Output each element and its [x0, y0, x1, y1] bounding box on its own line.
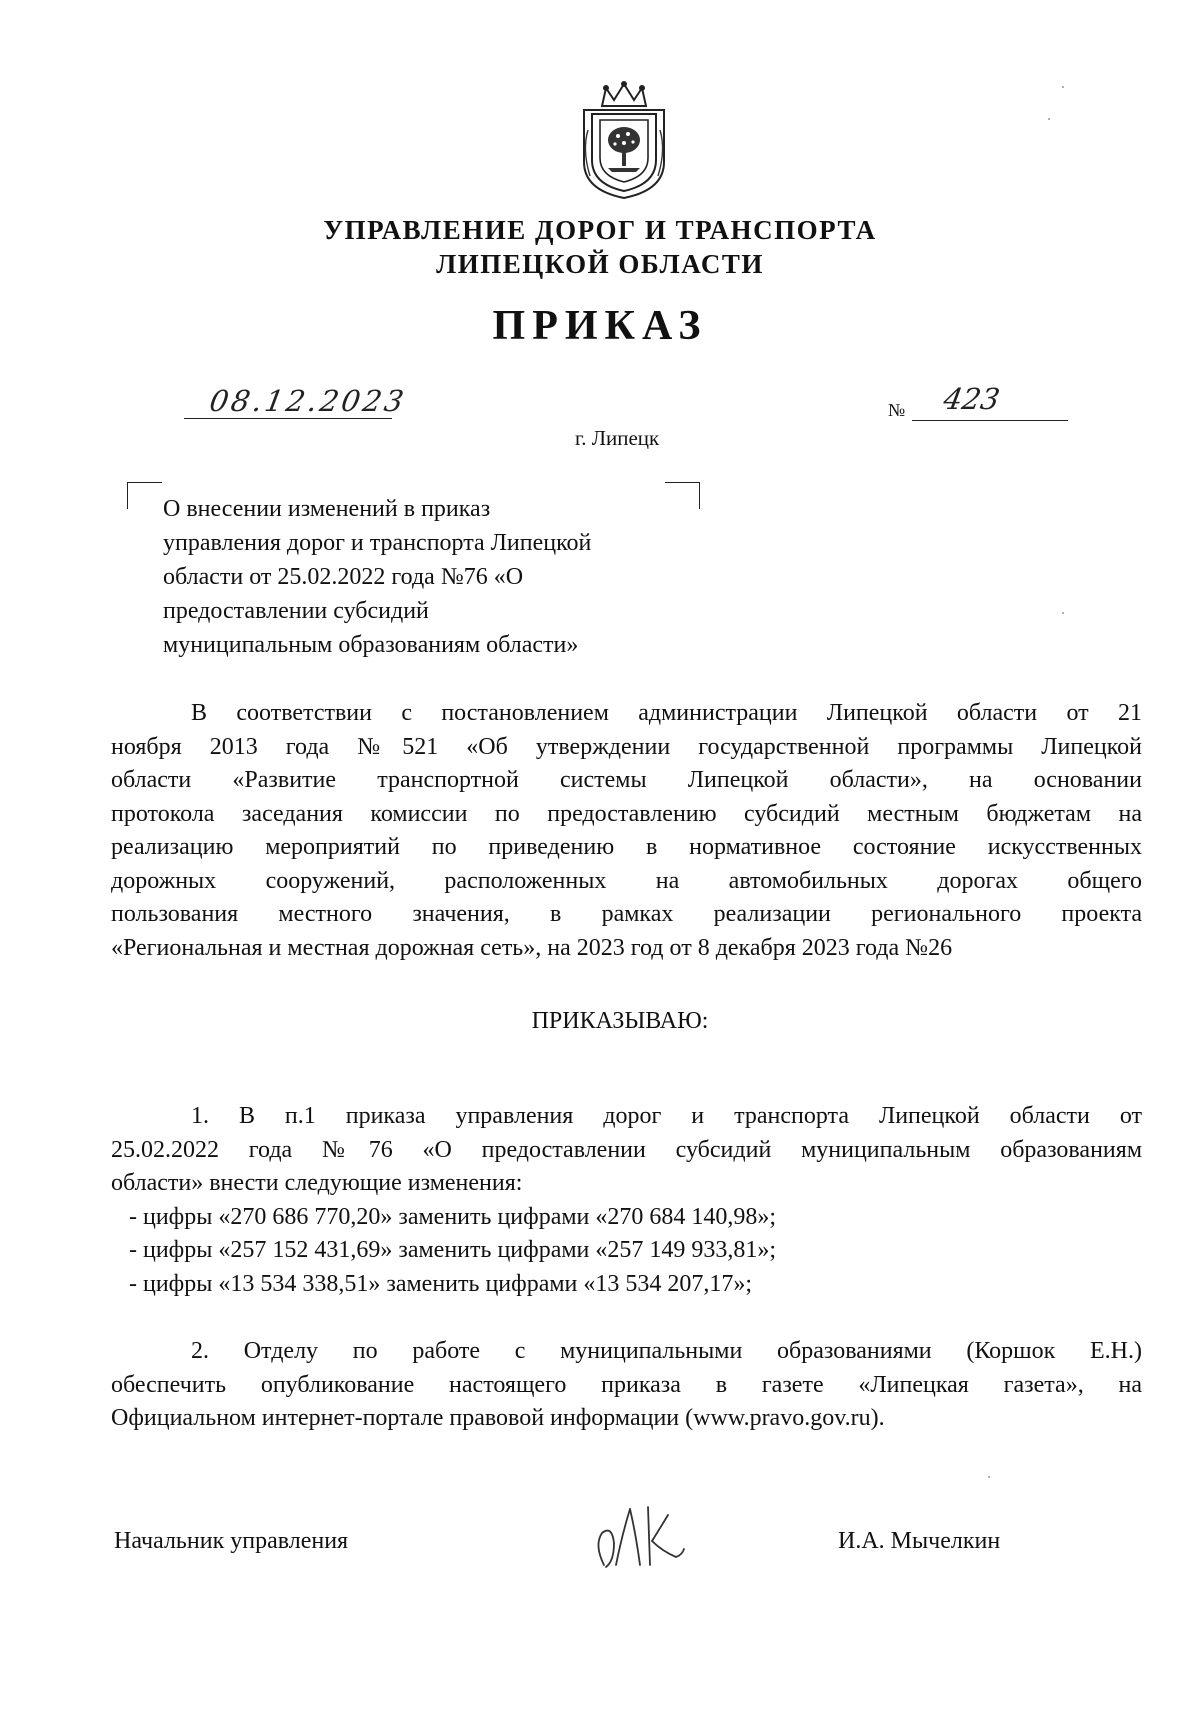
subject-line: предоставлении субсидий	[163, 598, 429, 624]
order-item-1	[111, 1100, 1142, 1301]
number-label: №	[888, 400, 906, 420]
subject-line: муниципальным образованиям области»	[163, 632, 579, 658]
preamble-paragraph	[111, 697, 1142, 965]
scan-speck	[1062, 86, 1064, 88]
paragraph-line: 25.02.2022 года №76 «О предоставлении субсидий муниципальным образованиям	[111, 1136, 1142, 1163]
scan-speck	[988, 1476, 990, 1478]
subject-line: управления дорог и транспорта Липецкой	[163, 530, 592, 556]
paragraph-line: обеспечить опубликование настоящего приказа в газете «Липецкая газета», на	[111, 1371, 1142, 1398]
document-subject	[163, 492, 683, 662]
change-item: - цифры «270 686 770,20» заменить цифрами «270 684 140,98»;	[129, 1203, 777, 1230]
signatory-name: И.А. Мычелкин	[838, 1528, 1001, 1554]
scan-speck	[1062, 612, 1064, 614]
subject-line: области от 25.02.2022 года №76 «О	[163, 564, 524, 590]
paragraph-line: ноября 2013 года №521 «Об утверждении государственной программы Липецкой	[111, 733, 1142, 760]
scan-speck	[1048, 118, 1050, 120]
document-title: ПРИКАЗ	[492, 303, 708, 349]
paragraph-line: протокола заседания комиссии по предоставлению субсидий местным бюджетам на	[111, 800, 1142, 827]
subject-line: О внесении изменений в приказ	[163, 496, 491, 522]
paragraph-line: пользования местного значения, в рамках реализации регионального проекта	[111, 901, 1142, 927]
organization-name-line2: ЛИПЕЦКОЙ ОБЛАСТИ	[436, 249, 764, 279]
paragraph-line: области» внести следующие изменения:	[111, 1170, 523, 1196]
change-item: - цифры «257 152 431,69» заменить цифрами «257 149 933,81»;	[129, 1237, 777, 1263]
paragraph-line: дорожных сооружений, расположенных на автомобильных дорогах общего	[111, 867, 1142, 894]
signatory-position: Начальник управления	[114, 1528, 349, 1554]
paragraph-line: В соответствии с постановлением администрации Липецкой области от 21	[191, 700, 1142, 726]
paragraph-line: «Региональная и местная дорожная сеть», на 2023 год от 8 декабря 2023 года №26	[111, 934, 953, 961]
date-underline	[184, 418, 392, 419]
city: г. Липецк	[575, 426, 660, 450]
order-word: ПРИКАЗЫВАЮ:	[531, 1008, 709, 1034]
change-item: - цифры «13 534 338,51» заменить цифрами «13 534 207,17»;	[129, 1270, 753, 1297]
handwritten-signature	[590, 1495, 710, 1575]
number-underline	[912, 420, 1068, 421]
paragraph-line: 2. Отделу по работе с муниципальными образованиями (Коршок Е.Н.)	[191, 1338, 1142, 1364]
paragraph-line: Официальном интернет-портале правовой информации (www.pravo.gov.ru).	[111, 1405, 885, 1431]
paragraph-line: области «Развитие транспортной системы Липецкой области», на основании	[111, 767, 1142, 793]
paragraph-line: 1. В п.1 приказа управления дорог и транспорта Липецкой области от	[191, 1103, 1142, 1129]
subject-bracket-left	[127, 482, 162, 509]
handwritten-date: 08.12.2023	[207, 384, 410, 418]
order-item-2	[111, 1335, 1142, 1436]
paragraph-line: реализацию мероприятий по приведению в нормативное состояние искусственных	[111, 834, 1142, 860]
handwritten-number: 423	[941, 382, 1003, 416]
coat-of-arms-emblem	[578, 80, 670, 200]
organization-name-line1: УПРАВЛЕНИЕ ДОРОГ И ТРАНСПОРТА	[323, 215, 877, 245]
